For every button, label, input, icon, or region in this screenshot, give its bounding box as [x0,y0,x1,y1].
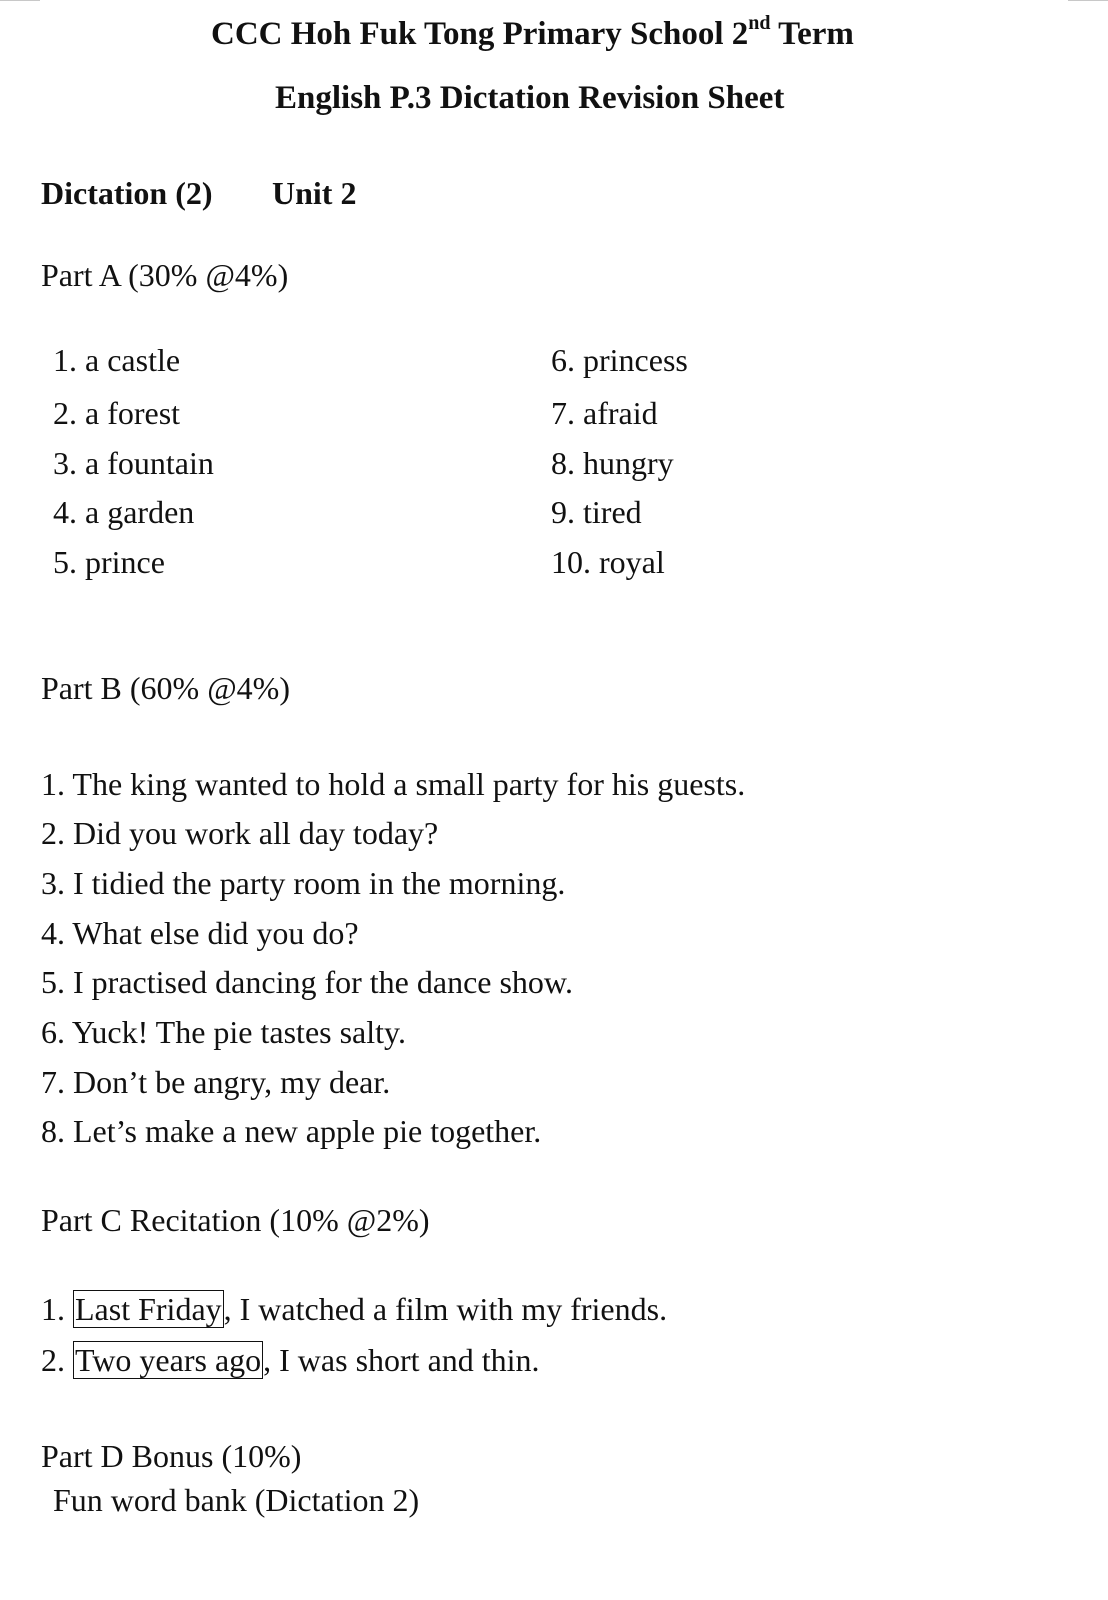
dictation-heading: Dictation (2) [41,175,213,211]
page-title-main: CCC Hoh Fuk Tong Primary School 2 [211,16,749,52]
page-title [211,12,854,53]
part-b-item: 4. What else did you do? [41,915,359,951]
part-c-boxed-phrase: Two years ago [75,1342,262,1378]
part-a-item: 6. princess [551,342,688,378]
part-c-item-number: 1. [41,1291,73,1327]
part-a-item: 4. a garden [53,494,195,530]
part-b-heading: Part B (60% @4%) [41,670,290,706]
part-d-subheading: Fun word bank (Dictation 2) [53,1482,420,1518]
part-a-item: 2. a forest [53,395,181,431]
unit-heading: Unit 2 [272,175,357,211]
part-a-heading: Part A (30% @4%) [41,257,289,293]
part-d-heading: Part D Bonus (10%) [41,1438,302,1474]
part-c-heading: Part C Recitation (10% @2%) [41,1202,430,1238]
part-a-item: 1. a castle [53,342,181,378]
top-left-edge-line [0,0,40,1]
part-c-item [41,1342,540,1379]
part-b-item: 8. Let’s make a new apple pie together. [41,1113,542,1149]
page-title-superscript: nd [748,12,771,34]
part-a-item: 5. prince [53,544,165,580]
part-c-item-rest: , I was short and thin. [263,1342,540,1378]
part-b-item: 6. Yuck! The pie tastes salty. [41,1014,406,1050]
part-b-item: 7. Don’t be angry, my dear. [41,1064,391,1100]
part-a-item: 7. afraid [551,395,658,431]
top-right-edge-line [1068,0,1108,1]
part-b-item: 3. I tidied the party room in the morning. [41,865,566,901]
part-c-item-number: 2. [41,1342,73,1378]
page-subtitle: English P.3 Dictation Revision Sheet [275,80,785,116]
part-b-item: 2. Did you work all day today? [41,815,439,851]
part-b-item: 1. The king wanted to hold a small party for his guests. [41,766,746,802]
part-c-boxed-phrase: Last Friday [75,1291,222,1327]
part-a-item: 3. a fountain [53,445,214,481]
part-c-item-rest: , I watched a film with my friends. [223,1291,668,1327]
part-a-item: 10. royal [551,544,665,580]
part-a-item: 8. hungry [551,445,674,481]
page-title-end: Term [770,16,854,52]
part-b-item: 5. I practised dancing for the dance show. [41,964,573,1000]
part-c-item [41,1291,667,1328]
part-a-item: 9. tired [551,494,642,530]
